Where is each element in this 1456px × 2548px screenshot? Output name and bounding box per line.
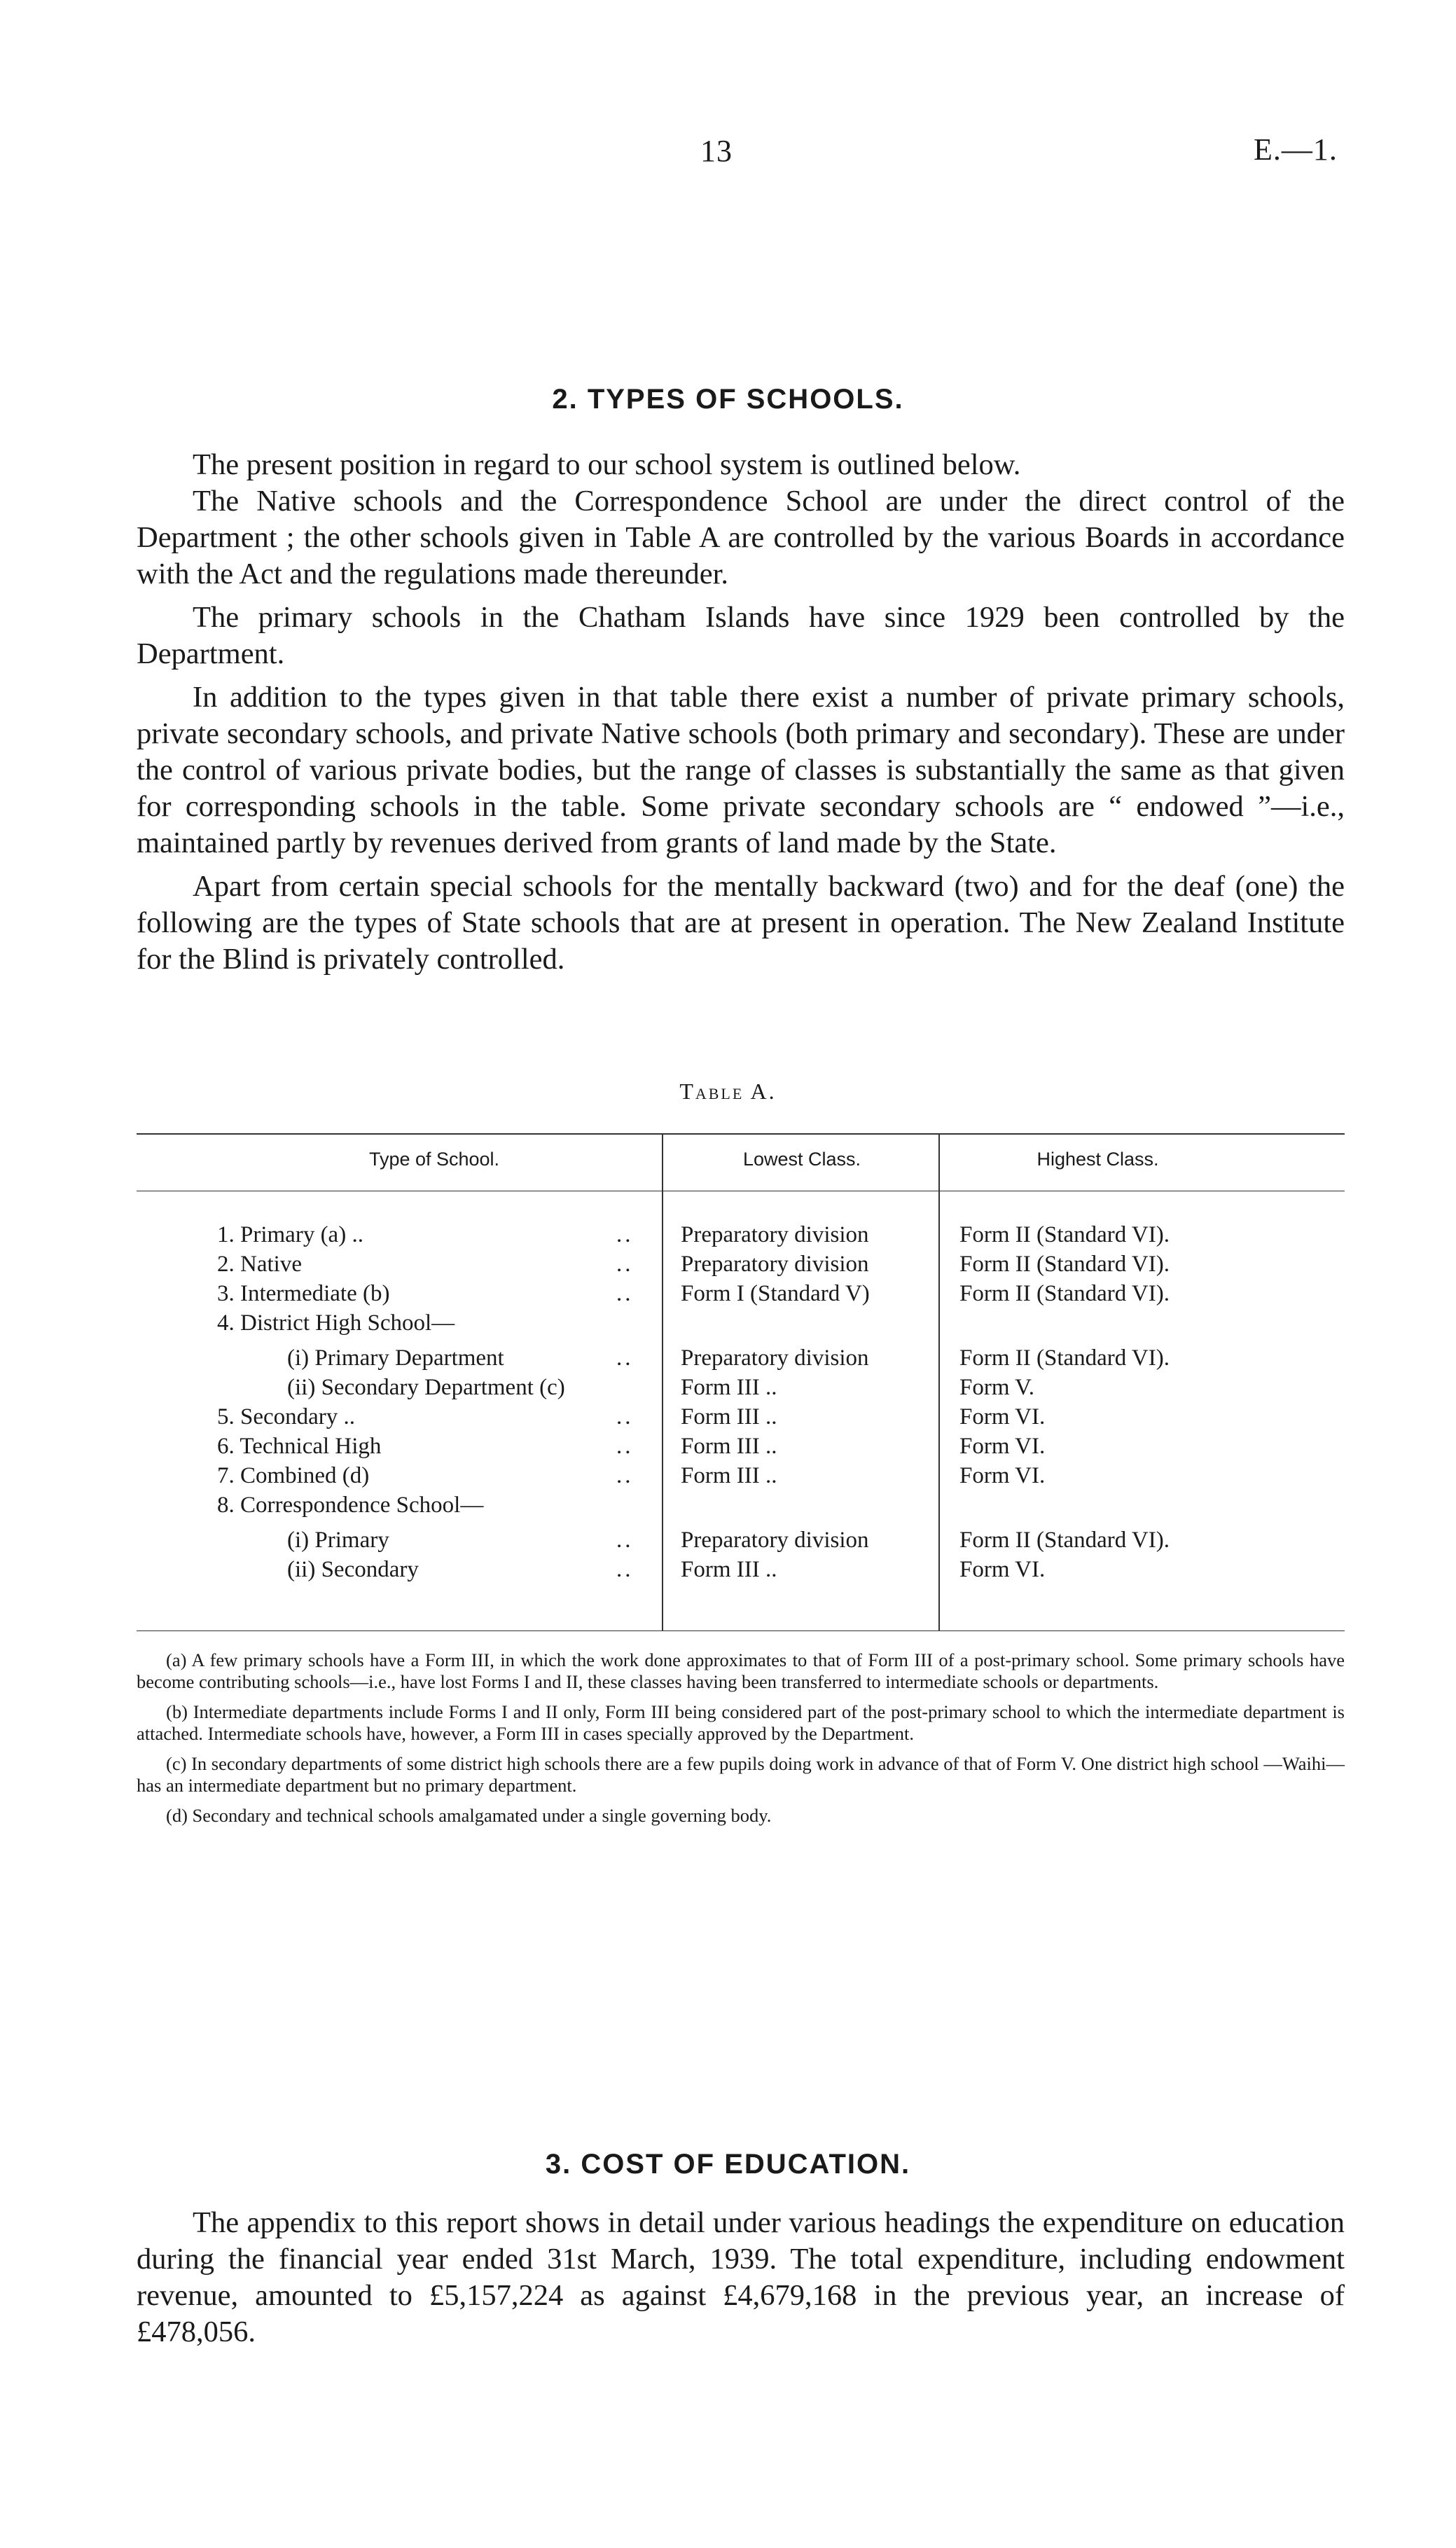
table-cell-type: 7. Combined (d): [217, 1463, 370, 1488]
table-cell-lowest: Form III ..: [681, 1434, 777, 1459]
leader-dots: ..: [616, 1222, 634, 1247]
table-cell-type: (ii) Secondary Department (c): [287, 1375, 565, 1400]
table-cell-highest: Form V.: [959, 1375, 1034, 1400]
paragraph: In addition to the types given in that table there exist a number of private primary schools, private secondary schools, and private Native schools (both primary and secondary). These are under the control of various private bodies, but the range of classes is substantially the same as that given for corresponding schools in the table. Some private secondary schools are “ endowed ”—i.e., maintained partly by revenues derived from grants of land made by the State.: [137, 681, 1345, 859]
table-cell-type: (i) Primary: [287, 1528, 389, 1553]
table-cell-type: 2. Native: [217, 1252, 302, 1277]
leader-dots: ..: [616, 1463, 634, 1488]
table-cell-type: 6. Technical High: [217, 1434, 382, 1459]
table-top-rule: [137, 1133, 1345, 1135]
table-header-type: Type of School.: [368, 1149, 500, 1170]
footnote-c: (c) In secondary departments of some district high schools there are a few pupils doing work in advance of that of Form V. One district high school —Waihi—has an intermediate department but no primary department.: [137, 1753, 1345, 1796]
table-header-lowest: Lowest Class.: [742, 1149, 861, 1170]
table-cell-highest: Form VI.: [959, 1557, 1046, 1582]
leader-dots: ..: [616, 1252, 634, 1277]
table-cell-highest: Form II (Standard VI).: [959, 1528, 1170, 1553]
table-cell-lowest: Preparatory division: [681, 1222, 869, 1247]
paragraph: The appendix to this report shows in detail under various headings the expenditure on education during the financial year ended 31st March, 1939. The total expenditure, including endowment revenue, amounted to £5,157,224 as against £4,679,168 in the previous year, an increase of £478,056.: [137, 2206, 1345, 2348]
page-number: 13: [700, 134, 733, 168]
leader-dots: ..: [616, 1404, 634, 1429]
table-column-divider: [662, 1133, 663, 1630]
cost-of-education-body: [137, 2205, 1345, 2350]
table-cell-lowest: Form I (Standard V): [681, 1281, 870, 1306]
table-cell-highest: Form II (Standard VI).: [959, 1281, 1170, 1306]
table-cell-highest: Form II (Standard VI).: [959, 1345, 1170, 1371]
table-cell-lowest: Form III ..: [681, 1375, 777, 1400]
table-cell-type: 5. Secondary ..: [217, 1404, 356, 1429]
paragraph: The present position in regard to our school system is outlined below.: [193, 448, 1021, 481]
paragraph: The primary schools in the Chatham Islands have since 1929 been controlled by the Department.: [137, 601, 1345, 670]
types-of-schools-body: [137, 447, 1345, 978]
table-cell-lowest: Preparatory division: [681, 1345, 869, 1371]
table-footnotes: [137, 1649, 1345, 1835]
page-reference: E.—1.: [1254, 132, 1338, 167]
leader-dots: ..: [616, 1345, 634, 1371]
section-heading-cost-of-education: 3. COST OF EDUCATION.: [545, 2149, 911, 2180]
table-cell-highest: Form VI.: [959, 1463, 1046, 1488]
table-cell-lowest: Form III ..: [681, 1463, 777, 1488]
table-cell-type: 3. Intermediate (b): [217, 1281, 390, 1306]
footnote-d: (d) Secondary and technical schools amalgamated under a single governing body.: [166, 1805, 772, 1826]
table-caption: Table A.: [679, 1079, 777, 1104]
table-cell-highest: Form VI.: [959, 1434, 1046, 1459]
leader-dots: ..: [616, 1528, 634, 1553]
table-cell-highest: Form II (Standard VI).: [959, 1222, 1170, 1247]
leader-dots: ..: [616, 1281, 634, 1306]
paragraph: Apart from certain special schools for the mentally backward (two) and for the deaf (one) the following are the types of State schools that are at present in operation. The New Zealand Institute for the Blind is privately controlled.: [137, 870, 1345, 976]
table-cell-type: 1. Primary (a) ..: [217, 1222, 363, 1247]
table-cell-type: 8. Correspondence School—: [217, 1493, 484, 1518]
table-cell-type: 4. District High School—: [217, 1310, 455, 1336]
table-cell-type: (ii) Secondary: [287, 1557, 419, 1582]
table-column-divider: [938, 1133, 940, 1630]
footnote-b: (b) Intermediate departments include Forms I and II only, Form III being considered part of the post-primary school to which the intermediate department is attached. Intermediate schools have, however, a Form III in cases specially approved by the Department.: [137, 1701, 1345, 1744]
table-cell-lowest: Form III ..: [681, 1557, 777, 1582]
table-cell-lowest: Preparatory division: [681, 1252, 869, 1277]
table-cell-type: (i) Primary Department: [287, 1345, 504, 1371]
table-cell-highest: Form VI.: [959, 1404, 1046, 1429]
table-bottom-rule: [137, 1630, 1345, 1631]
paragraph: The Native schools and the Correspondence School are under the direct control of the Department ; the other schools given in Table A are controlled by the various Boards in accordance with the Act and the regulations made thereunder.: [137, 485, 1345, 590]
table-cell-lowest: Form III ..: [681, 1404, 777, 1429]
leader-dots: ..: [616, 1557, 634, 1582]
table-cell-lowest: Preparatory division: [681, 1528, 869, 1553]
table-header-highest: Highest Class.: [1036, 1149, 1159, 1170]
table-cell-highest: Form II (Standard VI).: [959, 1252, 1170, 1277]
footnote-a: (a) A few primary schools have a Form III, in which the work done approximates to that of Form III of a post-primary school. Some primary schools have become contributing schools—i.e., have lost Forms I and II, these classes having been transferred to intermediate schools or departments.: [137, 1649, 1345, 1692]
section-heading-types-of-schools: 2. TYPES OF SCHOOLS.: [552, 384, 904, 415]
leader-dots: ..: [616, 1434, 634, 1459]
